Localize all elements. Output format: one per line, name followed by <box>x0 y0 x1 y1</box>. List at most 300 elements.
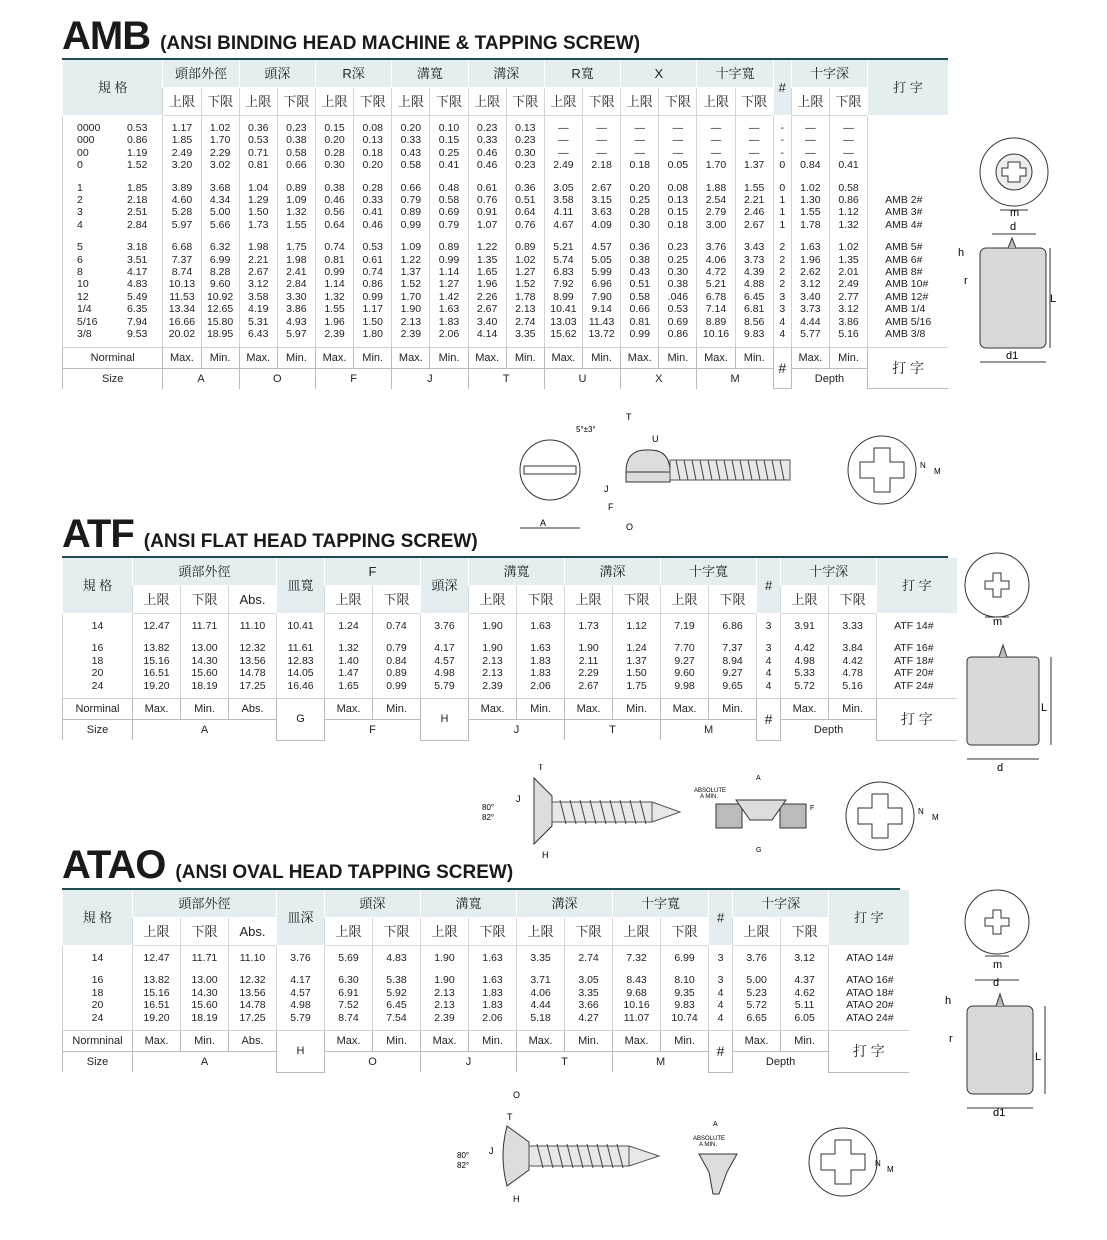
table-value: 0.66 <box>286 159 307 172</box>
table-value: 2.13 <box>482 667 503 680</box>
data-column <box>829 116 867 348</box>
table-value: 4.72 <box>705 266 727 279</box>
table-value: 0.08 <box>362 122 383 134</box>
table-value: 6.78 <box>705 290 727 303</box>
table-value: 1.52 <box>400 278 422 291</box>
dim-d1-label: d1 <box>993 1107 1006 1119</box>
max-label: Max. <box>517 1031 565 1052</box>
data-column <box>781 946 829 1031</box>
min-label: Min. <box>201 347 239 368</box>
data-column <box>373 614 421 699</box>
table-value: 1.42 <box>438 290 460 303</box>
dim-a-label: A <box>713 1121 718 1128</box>
upper-limit-header: 上限 <box>661 586 709 614</box>
table-value: 13.34 <box>168 303 196 316</box>
table-value: 6.91 <box>338 986 359 999</box>
table-value: 1 <box>779 194 786 207</box>
table-value: 1.90 <box>578 642 599 655</box>
table-value: 1.63 <box>438 303 460 316</box>
data-column <box>781 614 829 699</box>
table-value: 3.66 <box>578 999 599 1012</box>
dim-r-label: r <box>964 275 968 287</box>
table-value: 5.99 <box>591 266 612 279</box>
table-value: 1.52 <box>515 278 536 291</box>
table-value: 1.65 <box>476 266 498 279</box>
dim-l-label: L <box>1041 702 1048 714</box>
dim-j-label: J <box>516 794 521 804</box>
table-value: ATF 16# <box>894 642 934 655</box>
table-value: 1.32 <box>838 218 859 231</box>
table-value <box>869 134 947 146</box>
size-name: 00 <box>77 146 89 159</box>
table-value: 0.81 <box>324 253 345 266</box>
hash-label: # <box>757 699 781 741</box>
amb-subtitle: (ANSI BINDING HEAD MACHINE & TAPPING SCREW) <box>160 33 641 54</box>
table-value: 6.99 <box>209 253 231 266</box>
lower-limit-header: 下限 <box>181 586 229 614</box>
min-label: Min. <box>181 699 229 720</box>
upper-limit-header: 上限 <box>697 88 735 116</box>
table-value: 2.77 <box>838 290 859 303</box>
table-value: 2.62 <box>800 266 821 279</box>
atao-subtitle: (ANSI OVAL HEAD TAPPING SCREW) <box>175 862 514 883</box>
table-value: 2.06 <box>438 328 460 341</box>
table-value: 0 <box>779 159 786 172</box>
table-value <box>77 194 161 206</box>
table-value: 2.13 <box>515 303 536 316</box>
column-header: 打 字 <box>868 60 948 116</box>
nominal-label: Normninal <box>63 1031 133 1052</box>
table-value <box>869 159 947 171</box>
table-value: 0.61 <box>476 181 498 194</box>
dimension-letter: A <box>163 368 239 389</box>
min-label: Min. <box>517 699 565 720</box>
dimension-letter: J <box>392 368 468 389</box>
max-label: Max. <box>469 699 517 720</box>
data-column <box>661 946 709 1031</box>
table-value: 1.55 <box>800 206 821 219</box>
data-column <box>735 116 773 348</box>
amb-title <box>62 14 640 59</box>
table-value: 0.86 <box>667 328 689 341</box>
table-value: 4.57 <box>591 241 612 254</box>
upper-limit-header: 上限 <box>565 586 613 614</box>
dim-r-label: r <box>949 1033 953 1045</box>
atf-subtitle: (ANSI FLAT HEAD TAPPING SCREW) <box>143 531 478 552</box>
amb-title-main: AMB <box>62 14 151 58</box>
table-value: 1.32 <box>338 642 359 655</box>
table-value: 1.90 <box>400 303 422 316</box>
table-value: 3.68 <box>209 181 231 194</box>
amb-table <box>62 60 948 389</box>
table-value <box>77 291 161 303</box>
dimension-letter: O <box>239 368 315 389</box>
upper-limit-header: 上限 <box>781 586 829 614</box>
size-name: 2 <box>77 194 83 207</box>
data-column <box>868 116 948 348</box>
table-value: 0.53 <box>667 303 689 316</box>
hash-label: # <box>709 1031 733 1073</box>
dimension-letter: H <box>421 699 469 741</box>
dim-d-label: d <box>993 977 1000 989</box>
table-value: 14.30 <box>191 986 218 999</box>
table-value: 2.29 <box>578 667 599 680</box>
min-label: Min. <box>709 699 757 720</box>
table-value <box>77 303 161 315</box>
table-value: 4.06 <box>705 253 727 266</box>
table-value: 0.46 <box>324 194 345 207</box>
abs-header: Abs. <box>229 586 277 614</box>
size-name: 5/16 <box>77 315 98 328</box>
dimension-letter: G <box>277 699 325 741</box>
table-value: 7.19 <box>674 620 695 632</box>
table-value: 5.16 <box>842 679 863 692</box>
dim-a-label: A <box>540 518 547 528</box>
table-value: 1.83 <box>482 986 503 999</box>
table-value: 0.20 <box>629 181 650 194</box>
table-value: 3.20 <box>171 159 193 172</box>
table-value: 3.12 <box>838 303 859 316</box>
table-value: 3.40 <box>800 290 821 303</box>
nominal-label: Norminal <box>63 347 163 368</box>
binding-head <box>626 450 670 472</box>
table-value: ATF 14# <box>894 620 934 632</box>
table-value: 3.76 <box>290 952 311 964</box>
table-value: 0.79 <box>386 642 407 655</box>
max-label: Max. <box>468 347 506 368</box>
table-value: 0.36 <box>629 241 650 254</box>
data-column <box>565 946 613 1031</box>
column-header: 十字深 <box>791 60 867 88</box>
data-column <box>517 946 565 1031</box>
size-diameter: 0.53 <box>126 122 148 134</box>
dim-h-label: H <box>542 850 549 860</box>
table-value: 14.05 <box>287 667 314 680</box>
table-value: 1.78 <box>515 290 536 303</box>
upper-limit-header: 上限 <box>133 586 181 614</box>
abs-header: Abs. <box>229 918 277 946</box>
table-value: 17.25 <box>239 1011 266 1024</box>
table-value: 4 <box>765 654 772 667</box>
size-diameter: 5.49 <box>126 290 148 303</box>
max-label: Max. <box>733 1031 781 1052</box>
table-value <box>77 122 161 134</box>
data-column <box>829 946 909 1031</box>
table-value: 1.65 <box>338 679 359 692</box>
table-value: 6.45 <box>743 290 765 303</box>
table-value: 1.63 <box>800 241 821 254</box>
table-value: 3 <box>717 974 724 987</box>
data-column <box>565 614 613 699</box>
atf-title-main: ATF <box>62 512 134 556</box>
table-value: 0.20 <box>362 159 383 172</box>
table-value: 1.09 <box>286 194 307 207</box>
table-value: ATAO 20# <box>846 999 894 1012</box>
table-value: 15.16 <box>143 986 170 999</box>
table-value: 0.30 <box>667 266 689 279</box>
table-value: 8.99 <box>553 290 574 303</box>
table-value: 1.50 <box>362 315 383 328</box>
table-value: 1.70 <box>705 159 727 172</box>
atf-screw-illustration <box>480 764 950 864</box>
table-value: 7.54 <box>386 1011 407 1024</box>
table-value: 2.01 <box>838 266 859 279</box>
table-value: 0.66 <box>629 303 650 316</box>
data-column <box>621 116 659 348</box>
upper-limit-header: 上限 <box>733 918 781 946</box>
upper-limit-header: 上限 <box>791 88 829 116</box>
table-value: 0.99 <box>362 290 383 303</box>
column-header: 十字深 <box>733 890 829 918</box>
table-value: 18.19 <box>191 1011 218 1024</box>
table-value: 3.63 <box>591 206 612 219</box>
max-label: Max. <box>239 347 277 368</box>
table-value: 4.88 <box>743 278 765 291</box>
table-value: 3.12 <box>794 952 815 964</box>
table-value: 3 <box>779 303 786 316</box>
table-value: 2 <box>779 253 786 266</box>
table-value: 0.51 <box>629 278 650 291</box>
table-value: 4.27 <box>578 1011 599 1024</box>
column-header: 溝深 <box>468 60 544 88</box>
dim-h-label: H <box>513 1194 520 1204</box>
amin-label: A MIN. <box>700 794 719 800</box>
table-value: 9.27 <box>722 667 743 680</box>
size-diameter: 0.86 <box>126 134 148 147</box>
upper-limit-header: 上限 <box>613 918 661 946</box>
table-value: 1.02 <box>209 122 231 134</box>
min-label: Min. <box>469 1031 517 1052</box>
size-name: 10 <box>77 278 89 291</box>
data-column <box>163 116 201 348</box>
lower-limit-header: 下限 <box>583 88 621 116</box>
table-value: 14.78 <box>239 999 266 1012</box>
table-value: 4.78 <box>842 667 863 680</box>
table-value: 5.21 <box>705 278 727 291</box>
dim-t-label: T <box>507 1112 513 1122</box>
table-value: 2.49 <box>553 159 574 172</box>
table-value: 8.74 <box>338 1011 359 1024</box>
table-value: 5.79 <box>290 1011 311 1024</box>
table-value <box>77 254 161 266</box>
table-value: 3 <box>765 620 772 632</box>
table-value: 15.62 <box>550 328 577 341</box>
table-value: 1.70 <box>209 134 231 147</box>
data-column <box>229 946 277 1031</box>
table-value: 9.83 <box>674 999 695 1012</box>
table-value: 1.27 <box>515 266 536 279</box>
size-diameter: 1.52 <box>126 159 148 172</box>
table-value: 1.14 <box>324 278 345 291</box>
dim-o-label: O <box>626 522 634 532</box>
data-column <box>733 946 781 1031</box>
table-value: — <box>748 134 760 147</box>
column-header: 溝寬 <box>469 558 565 586</box>
table-value: AMB 10# <box>885 278 929 291</box>
table-value: 7.90 <box>591 290 612 303</box>
table-value: 6.68 <box>171 241 193 254</box>
table-value: 1.30 <box>800 194 821 207</box>
column-header: 頭深 <box>325 890 421 918</box>
size-name: 4 <box>77 218 83 231</box>
table-value: — <box>748 146 760 159</box>
table-value: 1.75 <box>626 679 647 692</box>
dim-n-label: N <box>875 1159 881 1168</box>
dim-a-label: A <box>756 775 761 782</box>
table-value: 0.25 <box>667 253 689 266</box>
depth-label: Depth <box>781 720 877 741</box>
table-value: .046 <box>667 290 689 303</box>
table-value: 4.57 <box>434 654 455 667</box>
mark-label: 打 字 <box>877 699 957 741</box>
upper-limit-header: 上限 <box>163 88 201 116</box>
min-label: Min. <box>781 1031 829 1052</box>
table-value: 3.73 <box>800 303 821 316</box>
table-value: 11.07 <box>623 1011 650 1024</box>
table-value: 1.37 <box>626 654 647 667</box>
upper-limit-header: 上限 <box>621 88 659 116</box>
table-value: 7.14 <box>705 303 727 316</box>
size-name: 000 <box>77 134 95 147</box>
table-value: 3.30 <box>286 290 307 303</box>
table-value: 1.40 <box>338 654 359 667</box>
table-value: 0.84 <box>800 159 821 172</box>
table-value: 4.42 <box>842 654 863 667</box>
upper-limit-header: 上限 <box>325 586 373 614</box>
table-value: 1.83 <box>530 654 551 667</box>
table-value: 3.05 <box>578 974 599 987</box>
table-value: 1.02 <box>800 181 821 194</box>
threaded-shank <box>552 802 652 822</box>
table-value: 0.89 <box>286 181 307 194</box>
table-value: 0.33 <box>362 194 383 207</box>
table-value: 4.83 <box>386 952 407 964</box>
min-label: Min. <box>829 699 877 720</box>
table-value: 1.12 <box>626 620 647 632</box>
table-value: 0.13 <box>667 194 689 207</box>
table-value: — <box>710 146 722 159</box>
data-column <box>709 614 757 699</box>
table-value: 11.43 <box>588 315 615 328</box>
hash-label: # <box>773 347 791 389</box>
dim-m-label: m <box>1010 207 1020 219</box>
table-value: 7.32 <box>626 952 647 964</box>
table-value <box>77 241 161 253</box>
size-name: 5 <box>77 241 83 254</box>
table-value: 1.96 <box>324 315 345 328</box>
max-label: Max. <box>133 1031 181 1052</box>
table-value: 8.43 <box>626 974 647 987</box>
table-value: 2.54 <box>705 194 727 207</box>
table-value: 1.17 <box>362 303 383 316</box>
data-column <box>877 614 957 699</box>
table-value: 9.65 <box>722 679 743 692</box>
table-value: 0.74 <box>386 620 407 632</box>
table-value: 0.13 <box>515 122 536 134</box>
table-value: 5.05 <box>591 253 612 266</box>
table-value: 2.11 <box>578 654 599 667</box>
lower-limit-header: 下限 <box>469 918 517 946</box>
table-value: 19.20 <box>143 679 170 692</box>
table-value: 0.76 <box>515 218 536 231</box>
table-value: 1.27 <box>438 278 460 291</box>
min-label: Min. <box>565 1031 613 1052</box>
table-value: 1.55 <box>286 218 307 231</box>
table-value: — <box>596 146 607 159</box>
dim-h-label: h <box>958 247 965 259</box>
data-column <box>430 116 468 348</box>
table-value: 3.02 <box>209 159 231 172</box>
table-value: 0.99 <box>386 679 407 692</box>
dim-j-label: J <box>489 1146 494 1156</box>
dimension-letter: M <box>661 720 757 741</box>
table-value: 11.61 <box>287 642 314 655</box>
table-value: 4.67 <box>553 218 574 231</box>
min-label: Min. <box>735 347 773 368</box>
table-value: 15.16 <box>143 654 170 667</box>
table-value: 1.17 <box>171 122 193 134</box>
table-value: 24 <box>91 679 104 692</box>
table-value: 0.86 <box>838 194 859 207</box>
size-name: 0 <box>77 159 83 172</box>
table-value: 5.72 <box>794 679 815 692</box>
table-value: 2 <box>779 278 786 291</box>
table-value: 13.56 <box>239 654 266 667</box>
data-column <box>661 614 709 699</box>
table-value: 4 <box>765 667 772 680</box>
lower-limit-header: 下限 <box>829 88 867 116</box>
table-value: 4.06 <box>530 986 551 999</box>
table-value: 4.60 <box>171 194 193 207</box>
table-value: 3.35 <box>578 986 599 999</box>
table-value: 1.02 <box>838 241 859 254</box>
table-value: 4.14 <box>476 328 498 341</box>
table-value: 3.86 <box>286 303 307 316</box>
max-label: Max. <box>613 1031 661 1052</box>
max-label: Max. <box>133 699 181 720</box>
table-value: 4.57 <box>290 986 311 999</box>
table-value: 5.97 <box>286 328 307 341</box>
max-label: Max. <box>325 699 373 720</box>
size-name: 0000 <box>77 122 101 134</box>
table-value: 5.21 <box>553 241 574 254</box>
spec-header: 規 格 <box>63 890 133 946</box>
dim-j-label: J <box>604 484 609 494</box>
table-value: 0.08 <box>667 181 689 194</box>
table-value: 12.47 <box>143 620 170 632</box>
table-value: 10.74 <box>671 1011 698 1024</box>
data-column <box>325 946 373 1031</box>
table-value: 1.22 <box>400 253 422 266</box>
table-value: 4.09 <box>591 218 612 231</box>
table-value: 2.79 <box>705 206 727 219</box>
table-value: 12.32 <box>239 642 266 655</box>
table-value: 1.07 <box>476 218 498 231</box>
size-diameter: 2.51 <box>126 206 148 219</box>
table-value: ATAO 18# <box>846 986 894 999</box>
lower-limit-header: 下限 <box>517 586 565 614</box>
table-value: 6.86 <box>722 620 743 632</box>
table-value: 0.38 <box>286 134 307 147</box>
table-value: 0.23 <box>667 241 689 254</box>
table-value: 9.35 <box>674 986 695 999</box>
table-value: 0.64 <box>324 218 345 231</box>
size-name: 8 <box>77 266 83 279</box>
table-value: 0.53 <box>362 241 383 254</box>
table-value: 4.44 <box>800 315 821 328</box>
table-value: 0.89 <box>515 241 536 254</box>
table-value: ATF 18# <box>894 654 934 667</box>
